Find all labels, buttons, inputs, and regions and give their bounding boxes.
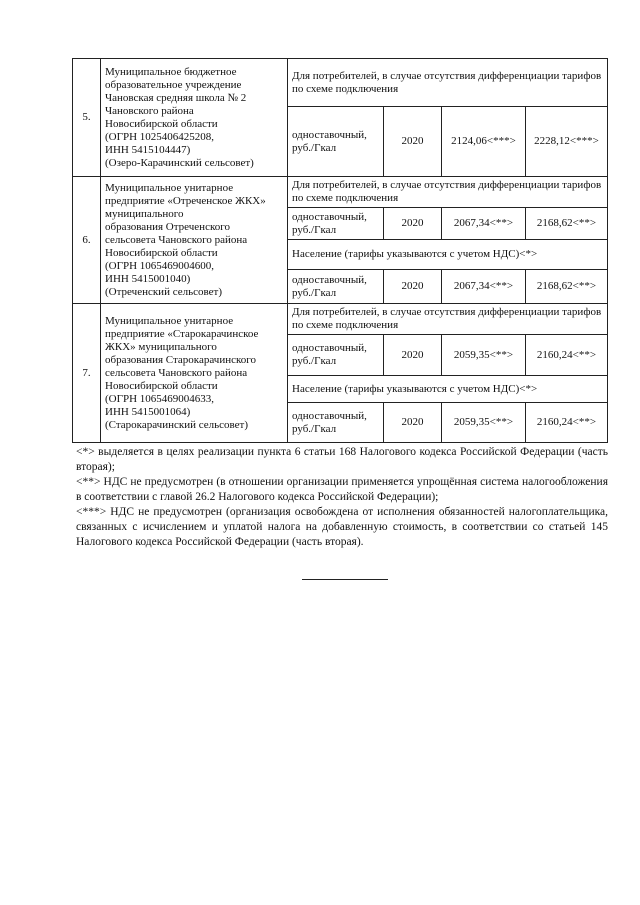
org-line: Чановская средняя школа № 2 <box>105 91 247 104</box>
consumer-note: Для потребителей, в случае отсутствия дифференциации тарифов по схеме подключения <box>288 59 608 107</box>
org-line: (ОГРН 1025406425208, <box>105 130 215 143</box>
rate-year: 2020 <box>384 270 442 304</box>
rate-unit: одноставочный, руб./Гкал <box>288 208 384 240</box>
org-line: (Озеро-Карачинский сельсовет) <box>105 156 254 169</box>
consumer-note: Для потребителей, в случае отсутствия дифференциации тарифов по схеме подключения <box>288 304 608 335</box>
org-line: предприятие «Старокарачинское <box>105 327 259 340</box>
org-line: Муниципальное унитарное <box>105 314 234 327</box>
rate-value-h1: 2059,35<**> <box>442 403 526 443</box>
org-line: (Отреченский сельсовет) <box>105 285 222 298</box>
tariff-table <box>72 58 608 443</box>
rate-year: 2020 <box>384 403 442 443</box>
rate-value-h1: 2124,06<***> <box>442 107 526 177</box>
org-line: Новосибирской области <box>105 379 218 392</box>
row-number: 6. <box>73 177 101 304</box>
rate-value-h2: 2228,12<***> <box>526 107 608 177</box>
org-line: образования Отреченского <box>105 220 230 233</box>
footnote-no-vat-simplified: <**> НДС не предусмотрен (в отношении организации применяется упрощённая система налогообложения в соответствии с главой 26.2 Налогового кодекса Российской Федерации); <box>76 476 608 503</box>
footnote-vat-included: <*> выделяется в целях реализации пункта 6 статьи 168 Налогового кодекса Российской Федерации (часть вторая); <box>76 446 608 473</box>
org-line: сельсовета Чановского района <box>105 366 248 379</box>
rate-value-h1: 2067,34<**> <box>442 208 526 240</box>
table-row <box>73 177 608 208</box>
rate-year: 2020 <box>384 335 442 376</box>
row-number: 5. <box>73 59 101 177</box>
org-line: ИНН 5415104447) <box>105 143 191 156</box>
rate-value-h1: 2059,35<**> <box>442 335 526 376</box>
org-line: предприятие «Отреченское ЖКХ» <box>105 194 266 207</box>
org-line: сельсовета Чановского района <box>105 233 248 246</box>
separator-line <box>302 579 388 580</box>
footnote-no-vat-exempt: <***> НДС не предусмотрен (организация освобождена от исполнения обязанностей налогоплательщика, связанных с исчислением и уплатой налога на добавленную стоимость, в соответствии со статьей 145 Налогового кодекса Российской Федерации (часть вторая). <box>76 506 608 548</box>
rate-value-h2: 2160,24<**> <box>526 403 608 443</box>
rate-year: 2020 <box>384 208 442 240</box>
organization-cell <box>101 177 288 304</box>
rate-unit: одноставочный, руб./Гкал <box>288 403 384 443</box>
org-line: ЖКХ» муниципального <box>105 340 217 353</box>
org-line: Чановского района <box>105 104 194 117</box>
footnotes <box>76 445 608 550</box>
organization-cell <box>101 304 288 443</box>
org-line: Новосибирской области <box>105 246 218 259</box>
org-line: муниципального <box>105 207 184 220</box>
rate-unit: одноставочный, руб./Гкал <box>288 335 384 376</box>
consumer-note: Для потребителей, в случае отсутствия дифференциации тарифов по схеме подключения <box>288 177 608 208</box>
org-line: Новосибирской области <box>105 117 218 130</box>
rate-unit: одноставочный, руб./Гкал <box>288 270 384 304</box>
population-note: Население (тарифы указываются с учетом НДС)<*> <box>288 376 608 403</box>
org-line: (ОГРН 1065469004633, <box>105 392 215 405</box>
org-line: ИНН 5415001064) <box>105 405 191 418</box>
organization-cell <box>101 59 288 177</box>
rate-value-h2: 2168,62<**> <box>526 270 608 304</box>
rate-unit: одноставочный, руб./Гкал <box>288 107 384 177</box>
org-line: (Старокарачинский сельсовет) <box>105 418 249 431</box>
population-note: Население (тарифы указываются с учетом НДС)<*> <box>288 240 608 270</box>
table-row <box>73 59 608 107</box>
org-line: образования Старокарачинского <box>105 353 257 366</box>
org-line: ИНН 5415001040) <box>105 272 191 285</box>
rate-year: 2020 <box>384 107 442 177</box>
table-row <box>73 304 608 335</box>
org-line: Муниципальное бюджетное <box>105 65 237 78</box>
row-number: 7. <box>73 304 101 443</box>
rate-value-h2: 2160,24<**> <box>526 335 608 376</box>
org-line: образовательное учреждение <box>105 78 242 91</box>
org-line: (ОГРН 1065469004600, <box>105 259 215 272</box>
rate-value-h2: 2168,62<**> <box>526 208 608 240</box>
rate-value-h1: 2067,34<**> <box>442 270 526 304</box>
org-line: Муниципальное унитарное <box>105 181 234 194</box>
